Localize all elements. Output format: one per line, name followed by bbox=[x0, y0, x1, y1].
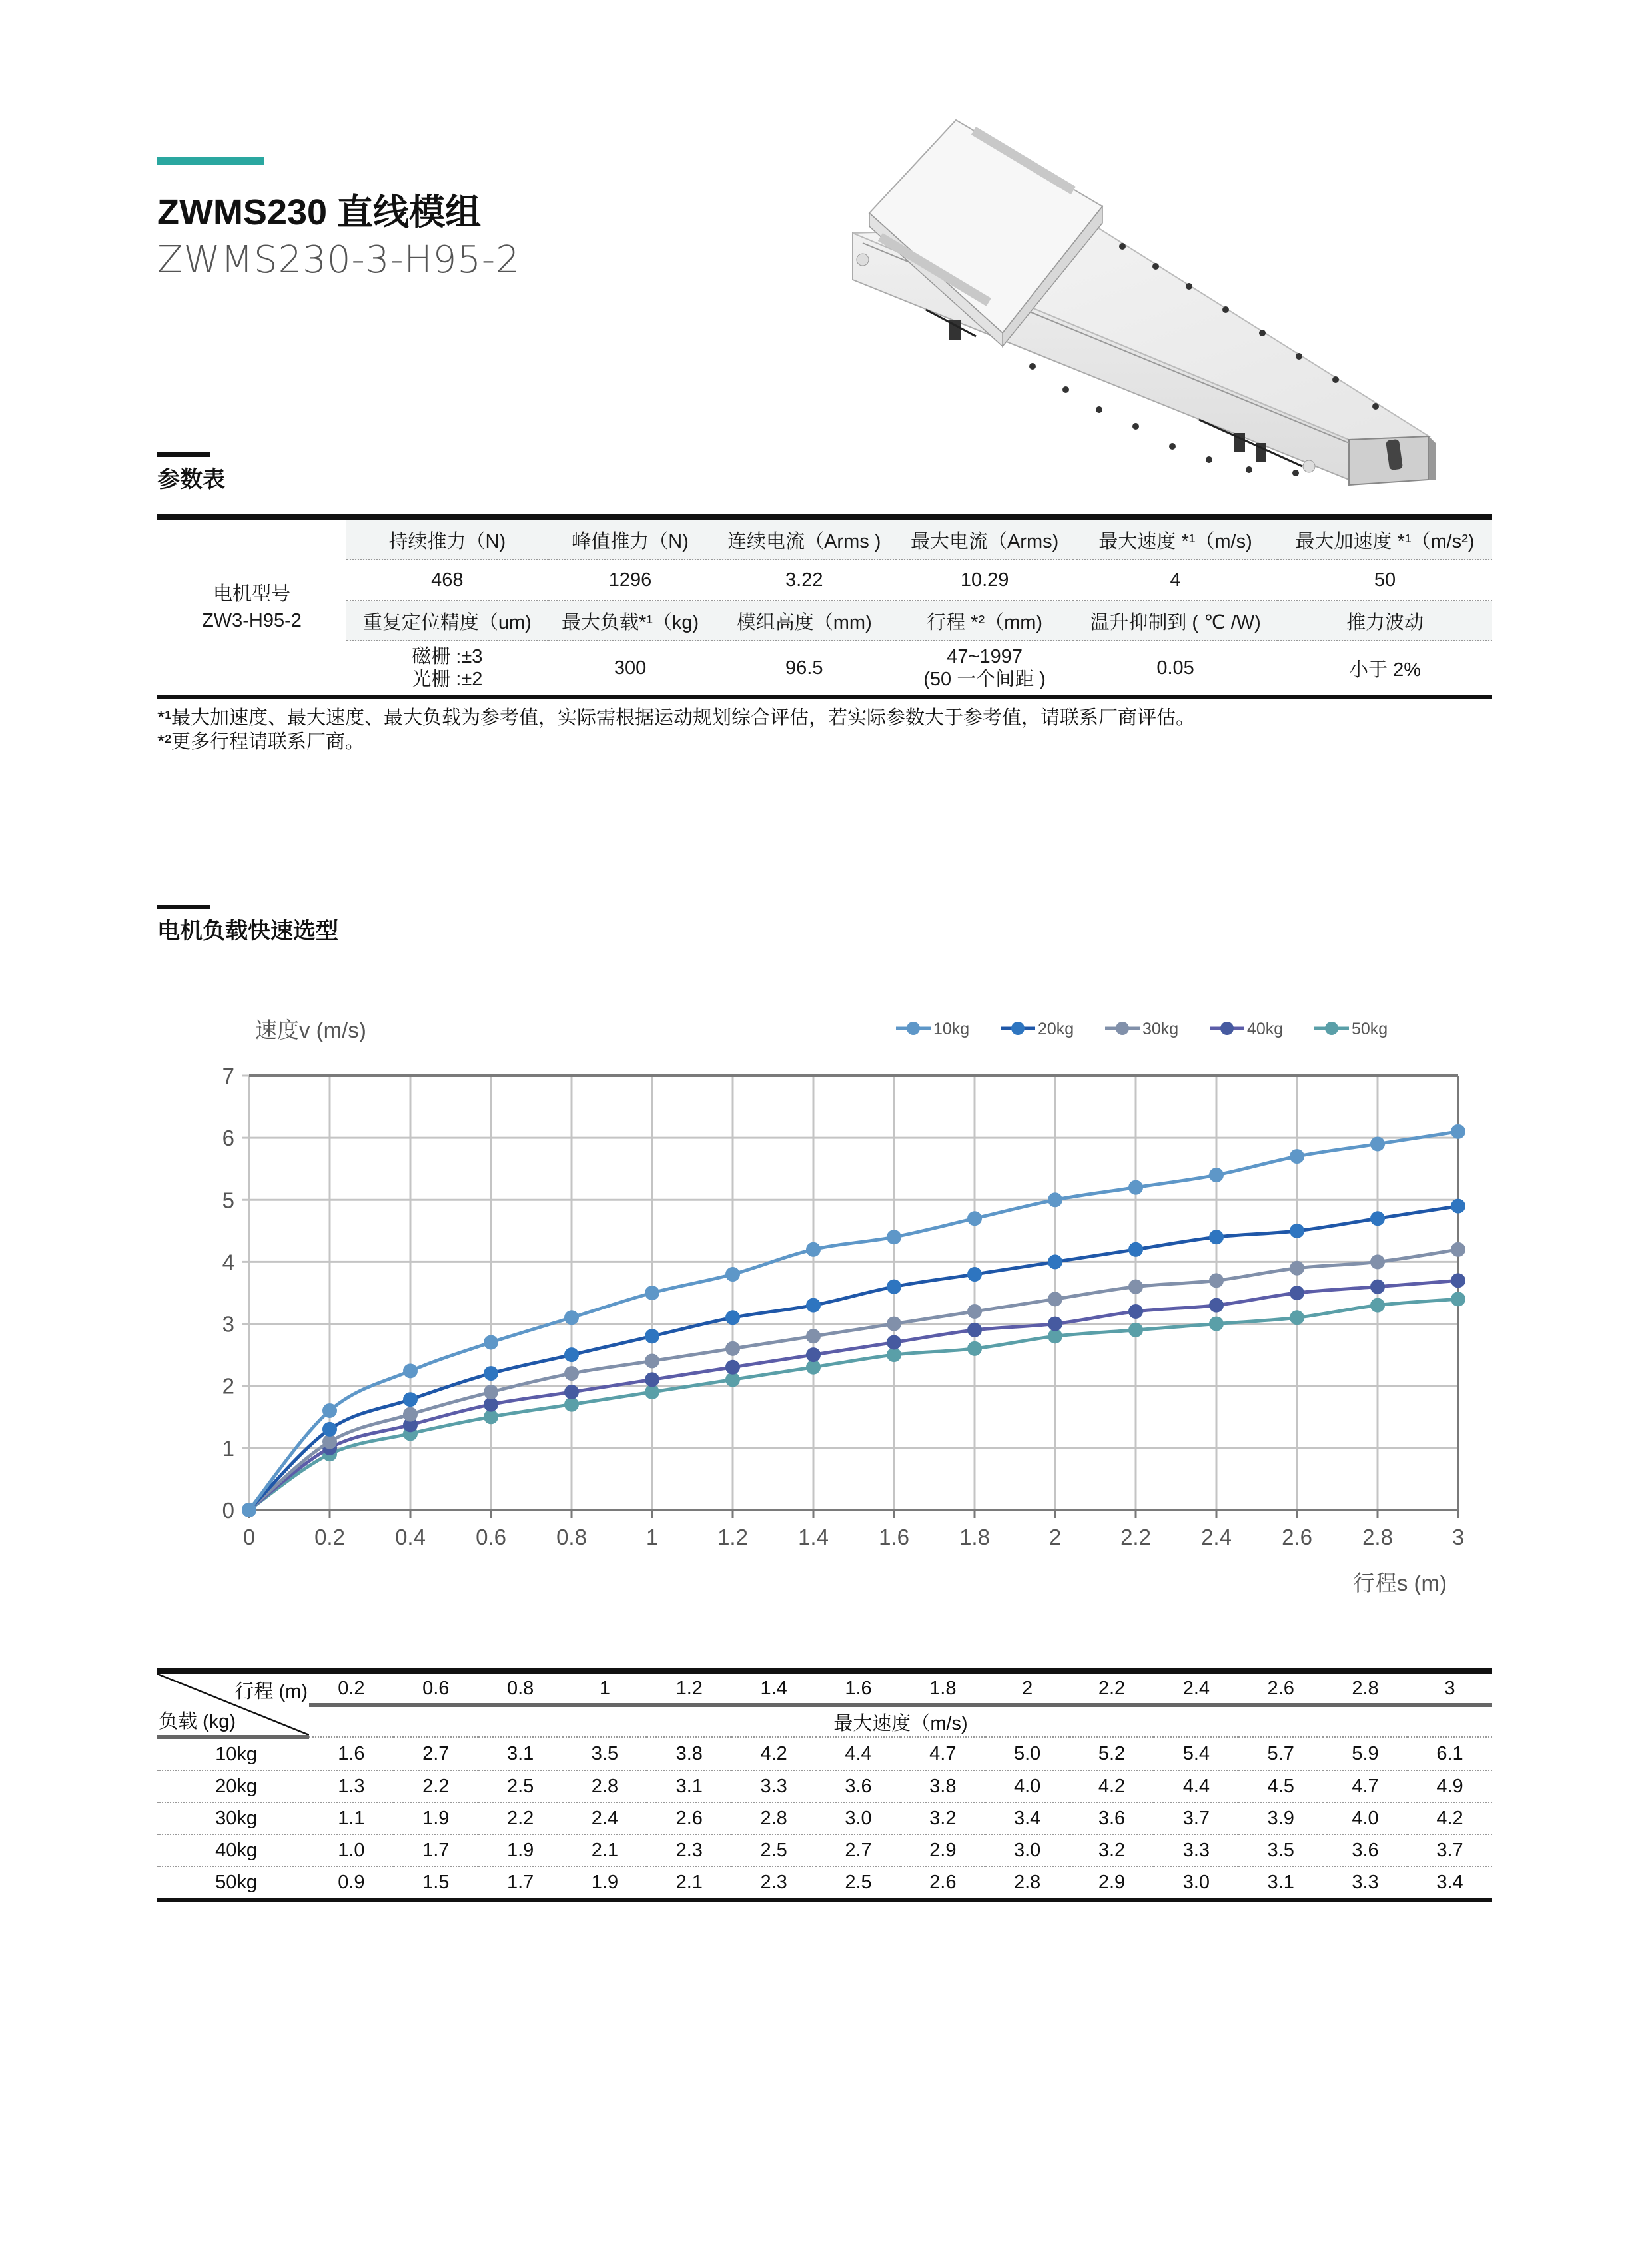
x-tick-label: 1 bbox=[645, 1525, 659, 1549]
speed-cell: 4.9 bbox=[1408, 1770, 1492, 1802]
speed-cell: 0.9 bbox=[309, 1866, 394, 1900]
table-row bbox=[157, 1866, 1492, 1900]
data-point bbox=[322, 1447, 337, 1461]
speed-cell: 2.3 bbox=[731, 1866, 816, 1900]
speed-table-header bbox=[157, 1671, 1492, 1706]
subheader-max-speed: 最大速度（m/s) bbox=[309, 1705, 1492, 1737]
section-rule bbox=[157, 452, 210, 457]
data-point bbox=[967, 1323, 982, 1337]
data-point bbox=[1290, 1224, 1304, 1238]
data-point bbox=[564, 1366, 579, 1381]
speed-cell: 2.4 bbox=[563, 1802, 647, 1834]
corner-cell: 行程 (m) 负载 (kg) bbox=[157, 1671, 309, 1738]
data-point bbox=[484, 1385, 498, 1399]
table-row bbox=[157, 1770, 1492, 1802]
data-point bbox=[484, 1335, 498, 1350]
params-section-title: 参数表 bbox=[157, 467, 225, 492]
data-point bbox=[1128, 1242, 1143, 1257]
series-40kg bbox=[242, 1273, 1465, 1517]
data-point bbox=[806, 1360, 821, 1375]
data-point bbox=[1048, 1317, 1062, 1331]
data-point bbox=[1209, 1298, 1224, 1313]
param-header: 最大加速度 *¹（m/s²) bbox=[1278, 518, 1492, 560]
speed-cell: 3.2 bbox=[901, 1802, 985, 1834]
data-point bbox=[1048, 1329, 1062, 1343]
model-label: 电机型号 bbox=[212, 583, 290, 605]
column-header: 2.6 bbox=[1238, 1671, 1323, 1706]
column-header: 1 bbox=[563, 1671, 647, 1706]
y-tick-label: 2 bbox=[222, 1373, 234, 1399]
speed-cell: 2.8 bbox=[731, 1802, 816, 1834]
speed-cell: 2.9 bbox=[901, 1834, 985, 1866]
data-point bbox=[725, 1310, 740, 1325]
speed-cell: 1.0 bbox=[309, 1834, 394, 1866]
column-header: 1.6 bbox=[816, 1671, 901, 1706]
data-point bbox=[1451, 1273, 1465, 1288]
speed-cell: 6.1 bbox=[1408, 1737, 1492, 1770]
speed-cell: 4.7 bbox=[901, 1737, 985, 1770]
data-point bbox=[1290, 1286, 1304, 1300]
data-point bbox=[564, 1397, 579, 1412]
speed-cell: 1.5 bbox=[394, 1866, 478, 1900]
data-point bbox=[1048, 1254, 1062, 1269]
y-axis-label: 速度v (m/s) bbox=[255, 1018, 366, 1042]
speed-cell: 2.2 bbox=[478, 1802, 563, 1834]
speed-cell: 1.7 bbox=[478, 1866, 563, 1900]
legend-item-20kg bbox=[1001, 1020, 1074, 1038]
speed-cell: 2.6 bbox=[901, 1866, 985, 1900]
data-point bbox=[242, 1503, 256, 1517]
speed-table bbox=[157, 1668, 1492, 1902]
series-30kg bbox=[242, 1242, 1465, 1517]
param-header: 行程 *²（mm) bbox=[896, 601, 1073, 641]
table-row bbox=[157, 1834, 1492, 1866]
x-tick-label: 0.8 bbox=[556, 1525, 587, 1549]
param-value: 4 bbox=[1073, 560, 1278, 601]
data-point bbox=[322, 1441, 337, 1455]
row-label: 50kg bbox=[157, 1866, 309, 1900]
data-point bbox=[1209, 1230, 1224, 1244]
x-tick-label: 1.4 bbox=[798, 1525, 829, 1549]
speed-cell: 2.7 bbox=[394, 1737, 478, 1770]
data-point bbox=[645, 1372, 659, 1387]
param-header: 峰值推力（N) bbox=[548, 518, 713, 560]
data-point bbox=[725, 1372, 740, 1387]
column-header: 1.8 bbox=[901, 1671, 985, 1706]
svg-text:50kg: 50kg bbox=[1352, 1020, 1388, 1038]
chart-section-title: 电机负载快速选型 bbox=[157, 919, 338, 944]
data-point bbox=[645, 1353, 659, 1368]
data-point bbox=[1370, 1298, 1385, 1313]
data-point bbox=[1128, 1180, 1143, 1195]
speed-cell: 1.3 bbox=[309, 1770, 394, 1802]
param-header: 温升抑制到 ( ℃ /W) bbox=[1073, 601, 1278, 641]
legend-item-50kg bbox=[1314, 1020, 1388, 1038]
x-tick-label: 2.2 bbox=[1120, 1525, 1151, 1549]
speed-cell: 3.7 bbox=[1408, 1834, 1492, 1866]
x-tick-label: 2 bbox=[1048, 1525, 1062, 1549]
speed-cell: 1.9 bbox=[478, 1834, 563, 1866]
params-table bbox=[157, 514, 1492, 699]
y-tick-label: 3 bbox=[222, 1311, 234, 1337]
speed-cell: 2.2 bbox=[394, 1770, 478, 1802]
param-value: 0.05 bbox=[1073, 641, 1278, 697]
data-point bbox=[1451, 1199, 1465, 1214]
speed-cell: 1.6 bbox=[309, 1737, 394, 1770]
data-point bbox=[403, 1363, 418, 1378]
speed-cell: 5.0 bbox=[985, 1737, 1070, 1770]
x-tick-label: 2.4 bbox=[1201, 1525, 1232, 1549]
y-tick-label: 0 bbox=[222, 1498, 234, 1523]
series-10kg bbox=[242, 1124, 1465, 1517]
data-point bbox=[1370, 1211, 1385, 1226]
speed-cell: 3.6 bbox=[816, 1770, 901, 1802]
speed-cell: 2.8 bbox=[985, 1866, 1070, 1900]
speed-cell: 3.1 bbox=[647, 1770, 731, 1802]
model-cell bbox=[157, 518, 346, 697]
speed-cell: 1.1 bbox=[309, 1802, 394, 1834]
column-header: 1.4 bbox=[731, 1671, 816, 1706]
data-point bbox=[1209, 1273, 1224, 1288]
speed-cell: 2.7 bbox=[816, 1834, 901, 1866]
param-value: 300 bbox=[548, 641, 713, 697]
column-header: 0.6 bbox=[394, 1671, 478, 1706]
data-point bbox=[887, 1280, 901, 1294]
data-point bbox=[242, 1503, 256, 1517]
series-20kg bbox=[242, 1199, 1465, 1517]
speed-cell: 2.9 bbox=[1070, 1866, 1154, 1900]
speed-cell: 3.3 bbox=[731, 1770, 816, 1802]
x-tick-label: 0.6 bbox=[476, 1525, 506, 1549]
x-axis-label: 行程s (m) bbox=[1352, 1571, 1447, 1595]
data-point bbox=[322, 1435, 337, 1449]
y-tick-label: 5 bbox=[222, 1188, 234, 1213]
speed-cell: 5.9 bbox=[1323, 1737, 1408, 1770]
legend-item-10kg bbox=[896, 1020, 969, 1038]
model-subtitle: ZWMS230-3-H95-2 bbox=[157, 238, 520, 282]
speed-cell: 3.3 bbox=[1154, 1834, 1238, 1866]
speed-cell: 3.5 bbox=[563, 1737, 647, 1770]
data-point bbox=[806, 1242, 821, 1257]
speed-cell: 3.8 bbox=[901, 1770, 985, 1802]
speed-cell: 4.2 bbox=[1070, 1770, 1154, 1802]
chart-legend bbox=[896, 1020, 1388, 1038]
legend-item-40kg bbox=[1210, 1020, 1283, 1038]
data-point bbox=[322, 1422, 337, 1437]
speed-cell: 3.1 bbox=[478, 1737, 563, 1770]
chart-series bbox=[242, 1124, 1465, 1517]
x-tick-label: 0 bbox=[242, 1525, 256, 1549]
speed-cell: 4.2 bbox=[731, 1737, 816, 1770]
data-point bbox=[1451, 1292, 1465, 1306]
data-point bbox=[403, 1407, 418, 1422]
data-point bbox=[887, 1230, 901, 1244]
speed-cell: 1.9 bbox=[394, 1802, 478, 1834]
chart-axes bbox=[222, 1064, 1465, 1549]
param-value-stroke: 47~1997 (50 一个间距 ) bbox=[896, 641, 1073, 697]
column-header: 1.2 bbox=[647, 1671, 731, 1706]
row-label: 40kg bbox=[157, 1834, 309, 1866]
speed-cell: 2.8 bbox=[563, 1770, 647, 1802]
data-point bbox=[1209, 1317, 1224, 1331]
data-point bbox=[806, 1329, 821, 1343]
data-point bbox=[967, 1211, 982, 1226]
param-header: 持续推力（N) bbox=[346, 518, 548, 560]
data-point bbox=[242, 1503, 256, 1517]
data-point bbox=[645, 1329, 659, 1343]
data-point bbox=[725, 1360, 740, 1375]
table-row bbox=[157, 1802, 1492, 1834]
column-header: 2.8 bbox=[1323, 1671, 1408, 1706]
speed-cell: 3.4 bbox=[985, 1802, 1070, 1834]
speed-cell: 2.1 bbox=[563, 1834, 647, 1866]
column-header: 3 bbox=[1408, 1671, 1492, 1706]
table-row bbox=[157, 1737, 1492, 1770]
speed-cell: 4.7 bbox=[1323, 1770, 1408, 1802]
svg-text:40kg: 40kg bbox=[1247, 1020, 1284, 1038]
speed-cell: 4.2 bbox=[1408, 1802, 1492, 1834]
data-point bbox=[564, 1347, 579, 1362]
param-header: 重复定位精度（um) bbox=[346, 601, 548, 641]
footnotes bbox=[157, 706, 1195, 754]
speed-cell: 3.6 bbox=[1070, 1802, 1154, 1834]
data-point bbox=[1370, 1254, 1385, 1269]
data-point bbox=[1370, 1136, 1385, 1151]
column-header: 2.2 bbox=[1070, 1671, 1154, 1706]
speed-cell: 4.5 bbox=[1238, 1770, 1323, 1802]
data-point bbox=[403, 1417, 418, 1432]
speed-cell: 4.4 bbox=[1154, 1770, 1238, 1802]
speed-cell: 2.3 bbox=[647, 1834, 731, 1866]
data-point bbox=[967, 1304, 982, 1319]
param-value: 10.29 bbox=[896, 560, 1073, 601]
column-header: 0.8 bbox=[478, 1671, 563, 1706]
data-point bbox=[967, 1267, 982, 1282]
speed-cell: 2.5 bbox=[478, 1770, 563, 1802]
svg-text:30kg: 30kg bbox=[1142, 1020, 1179, 1038]
chart-grid bbox=[242, 1076, 1458, 1510]
data-point bbox=[1128, 1280, 1143, 1294]
speed-cell: 3.6 bbox=[1323, 1834, 1408, 1866]
param-value: 96.5 bbox=[712, 641, 896, 697]
data-point bbox=[806, 1298, 821, 1313]
data-point bbox=[806, 1347, 821, 1362]
data-point bbox=[484, 1409, 498, 1424]
data-point bbox=[1370, 1280, 1385, 1294]
data-point bbox=[242, 1503, 256, 1517]
series-50kg bbox=[242, 1292, 1465, 1517]
speed-cell: 3.0 bbox=[985, 1834, 1070, 1866]
param-value: 468 bbox=[346, 560, 548, 601]
row-label: 10kg bbox=[157, 1737, 309, 1770]
speed-cell: 3.5 bbox=[1238, 1834, 1323, 1866]
column-header: 2.4 bbox=[1154, 1671, 1238, 1706]
data-point bbox=[1451, 1242, 1465, 1257]
param-value: 小于 2% bbox=[1278, 641, 1492, 697]
data-point bbox=[1209, 1168, 1224, 1182]
data-point bbox=[322, 1403, 337, 1418]
data-point bbox=[1290, 1149, 1304, 1164]
data-point bbox=[1290, 1261, 1304, 1276]
x-tick-label: 1.8 bbox=[959, 1525, 990, 1549]
speed-cell: 5.4 bbox=[1154, 1737, 1238, 1770]
data-point bbox=[1048, 1292, 1062, 1306]
speed-cell: 3.7 bbox=[1154, 1802, 1238, 1834]
speed-cell: 1.9 bbox=[563, 1866, 647, 1900]
data-point bbox=[1128, 1304, 1143, 1319]
speed-cell: 5.7 bbox=[1238, 1737, 1323, 1770]
model-value: ZW3-H95-2 bbox=[202, 610, 302, 631]
y-tick-label: 1 bbox=[222, 1435, 234, 1461]
y-tick-label: 6 bbox=[222, 1126, 234, 1151]
page-title: ZWMS230 直线模组 bbox=[157, 192, 482, 232]
data-point bbox=[403, 1426, 418, 1441]
y-tick-label: 7 bbox=[222, 1064, 234, 1088]
column-header: 2 bbox=[985, 1671, 1070, 1706]
x-tick-label: 2.8 bbox=[1362, 1525, 1393, 1549]
x-tick-label: 1.6 bbox=[879, 1525, 909, 1549]
x-tick-label: 3 bbox=[1451, 1525, 1465, 1549]
data-point bbox=[887, 1347, 901, 1362]
speed-cell: 4.4 bbox=[816, 1737, 901, 1770]
data-point bbox=[1290, 1310, 1304, 1325]
param-value: 1296 bbox=[548, 560, 713, 601]
section-rule bbox=[157, 905, 210, 909]
svg-text:20kg: 20kg bbox=[1038, 1020, 1074, 1038]
data-point bbox=[484, 1366, 498, 1381]
accent-bar bbox=[157, 157, 264, 165]
speed-cell: 3.0 bbox=[1154, 1866, 1238, 1900]
x-tick-label: 0.2 bbox=[314, 1525, 345, 1549]
speed-cell: 4.0 bbox=[985, 1770, 1070, 1802]
speed-cell: 1.7 bbox=[394, 1834, 478, 1866]
speed-cell: 5.2 bbox=[1070, 1737, 1154, 1770]
y-tick-label: 4 bbox=[222, 1250, 234, 1275]
svg-text:10kg: 10kg bbox=[933, 1020, 970, 1038]
speed-cell: 3.4 bbox=[1408, 1866, 1492, 1900]
speed-cell: 2.5 bbox=[816, 1866, 901, 1900]
speed-cell: 4.0 bbox=[1323, 1802, 1408, 1834]
column-header: 0.2 bbox=[309, 1671, 394, 1706]
data-point bbox=[887, 1317, 901, 1331]
data-point bbox=[564, 1385, 579, 1399]
data-point bbox=[645, 1385, 659, 1399]
param-header: 最大负载*¹（kg) bbox=[548, 601, 713, 641]
param-value: 50 bbox=[1278, 560, 1492, 601]
speed-cell: 2.1 bbox=[647, 1866, 731, 1900]
product-image-linear-module bbox=[843, 107, 1442, 486]
data-point bbox=[564, 1310, 579, 1325]
data-point bbox=[242, 1503, 256, 1517]
x-tick-label: 1.2 bbox=[717, 1525, 748, 1549]
param-value: 3.22 bbox=[712, 560, 896, 601]
param-header: 模组高度（mm) bbox=[712, 601, 896, 641]
footnote-1: *¹最大加速度、最大速度、最大负载为参考值，实际需根据运动规划综合评估，若实际参数大于参考值，请联系厂商评估。 bbox=[157, 707, 1195, 729]
speed-cell: 3.2 bbox=[1070, 1834, 1154, 1866]
speed-cell: 3.8 bbox=[647, 1737, 731, 1770]
data-point bbox=[967, 1341, 982, 1356]
param-header: 最大电流（Arms) bbox=[896, 518, 1073, 560]
footnote-2: *²更多行程请联系厂商。 bbox=[157, 731, 364, 753]
legend-item-30kg bbox=[1105, 1020, 1178, 1038]
speed-cell: 3.9 bbox=[1238, 1802, 1323, 1834]
speed-cell: 3.3 bbox=[1323, 1866, 1408, 1900]
data-point bbox=[484, 1397, 498, 1412]
param-value-accuracy: 磁栅 :±3 光栅 :±2 bbox=[346, 641, 548, 697]
row-label: 30kg bbox=[157, 1802, 309, 1834]
x-tick-label: 0.4 bbox=[395, 1525, 426, 1549]
speed-cell: 3.1 bbox=[1238, 1866, 1323, 1900]
param-header: 推力波动 bbox=[1278, 601, 1492, 641]
data-point bbox=[1048, 1192, 1062, 1207]
speed-cell: 2.6 bbox=[647, 1802, 731, 1834]
data-point bbox=[403, 1392, 418, 1407]
param-header: 最大速度 *¹（m/s) bbox=[1073, 518, 1278, 560]
row-label: 20kg bbox=[157, 1770, 309, 1802]
data-point bbox=[725, 1267, 740, 1282]
param-header: 连续电流（Arms ) bbox=[712, 518, 896, 560]
speed-cell: 2.5 bbox=[731, 1834, 816, 1866]
data-point bbox=[887, 1335, 901, 1350]
data-point bbox=[645, 1286, 659, 1300]
data-point bbox=[1128, 1323, 1143, 1337]
data-point bbox=[725, 1341, 740, 1356]
x-tick-label: 2.6 bbox=[1282, 1525, 1312, 1549]
data-point bbox=[1451, 1124, 1465, 1139]
speed-cell: 3.0 bbox=[816, 1802, 901, 1834]
